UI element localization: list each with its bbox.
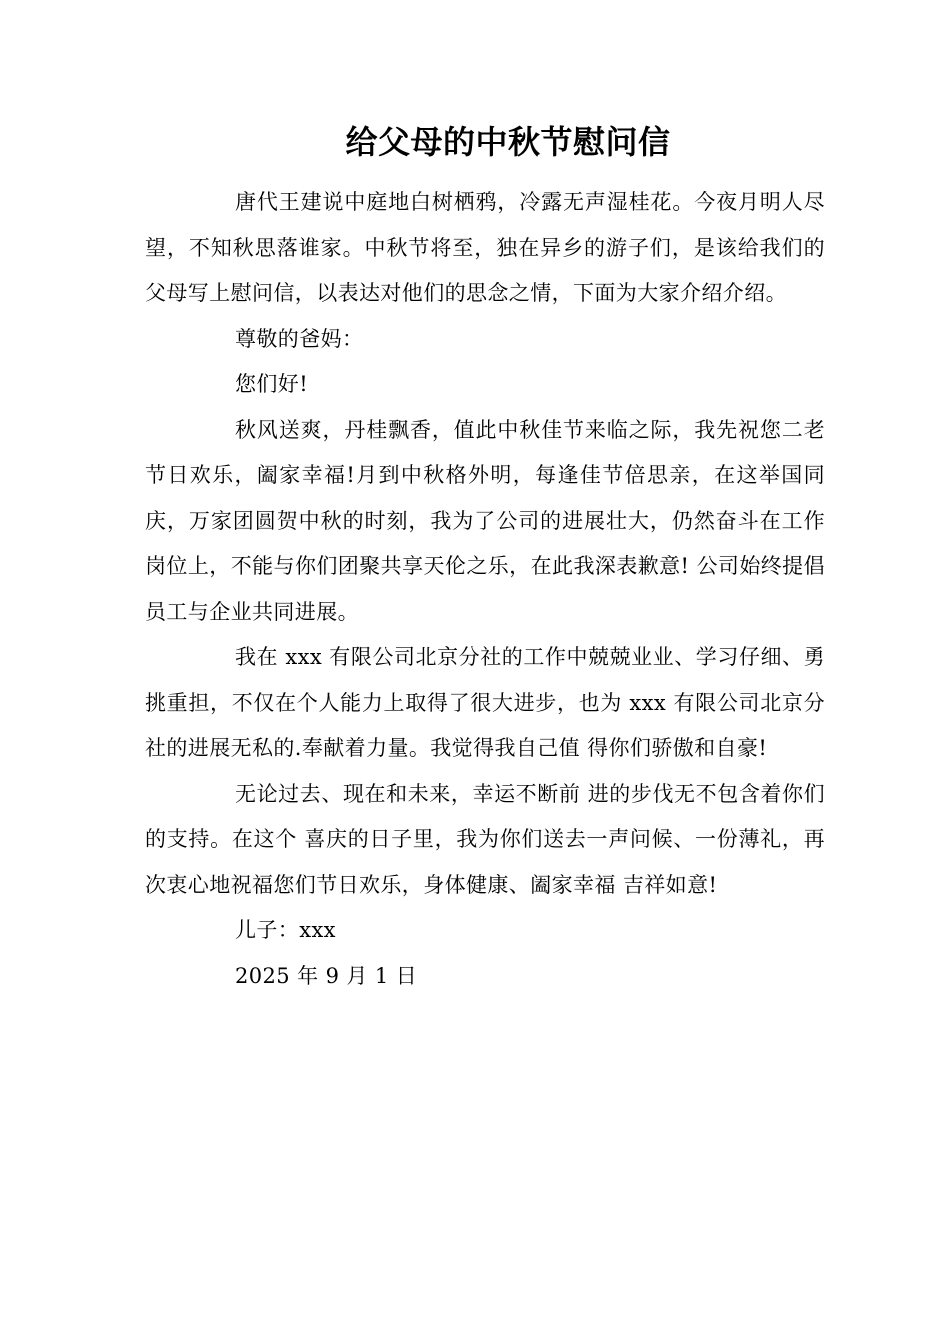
letter-body [145, 180, 825, 999]
greeting: 您们好! [235, 372, 309, 396]
intro-paragraph: 唐代王建说中庭地白树栖鸦，冷露无声湿桂花。今夜月明人尽望，不知秋思落谁家。中秋节将至，独在异乡的游子们，是该给我们的父母写上慰问信，以表达对他们的思念之情，下面为大家介绍介绍。 [145, 190, 825, 305]
salutation: 尊敬的爸妈： [235, 326, 364, 351]
body-paragraph-1: 秋风送爽，丹桂飘香，值此中秋佳节来临之际，我先祝您二老节日欢乐，阖家幸福!月到中秋格外明，每逢佳节倍思亲，在这举国同庆，万家团圆贺中秋的时刻，我为了公司的进展壮大，仍然奋斗在工作岗位上，不能与你们团聚共享天伦之乐，在此我深表歉意! 公司始终提倡员工与企业共同进展。 [145, 417, 825, 624]
letter-title: 给父母的中秋节慰问信 [345, 123, 671, 161]
body-paragraph-2: 我在 xxx 有限公司北京分社的工作中兢兢业业、学习仔细、勇挑重担，不仅在个人能力上取得了很大进步，也为 xxx 有限公司北京分社的进展无私的.奉献着力量。我觉得我自己值 得你们骄傲和自豪! [145, 645, 825, 760]
body-paragraph-3: 无论过去、现在和未来，幸运不断前 进的步伐无不包含着你们的支持。在这个 喜庆的日子里，我为你们送去一声问候、一份薄礼，再次衷心地祝福您们节日欢乐，身体健康、阖家幸福 吉祥如意! [145, 781, 825, 897]
letter-date: 2025 年 9 月 1 日 [235, 963, 418, 988]
signature: 儿子：xxx [235, 918, 336, 942]
